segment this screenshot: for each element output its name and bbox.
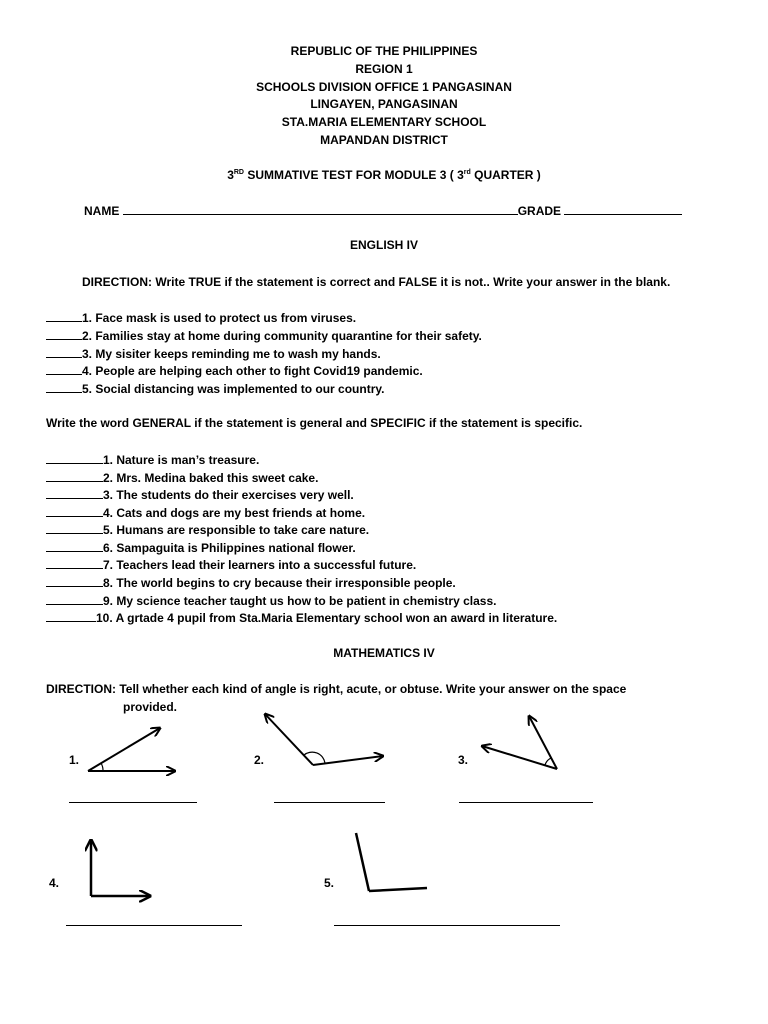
english-direction-2: Write the word GENERAL if the statement is general and SPECIFIC if the statement is specific. (46, 416, 583, 430)
header-district: MAPANDAN DISTRICT (320, 133, 448, 147)
name-label: NAME (84, 204, 120, 218)
list-item: 10. A grtade 4 pupil from Sta.Maria Elementary school won an award in literature. (46, 610, 557, 625)
angle-number-4: 4. (49, 876, 60, 890)
header-region: REGION 1 (355, 62, 413, 76)
list-item: 1. Nature is man’s treasure. (46, 452, 259, 467)
angle-number-2: 2. (254, 753, 265, 767)
list-item: 2. Families stay at home during community quarantine for their safety. (46, 328, 482, 343)
list-item: 3. My sisiter keeps reminding me to wash my hands. (46, 346, 381, 361)
list-item: 7. Teachers lead their learners into a successful future. (46, 557, 416, 572)
list-item: 5. Social distancing was implemented to our country. (46, 381, 385, 396)
list-item: 1. Face mask is used to protect us from viruses. (46, 310, 356, 325)
list-item: 8. The world begins to cry because their irresponsible people. (46, 575, 456, 590)
angle-figure-4 (91, 840, 150, 896)
angle-number-1: 1. (69, 753, 80, 767)
list-item: 2. Mrs. Medina baked this sweet cake. (46, 470, 318, 485)
list-item: 5. Humans are responsible to take care nature. (46, 522, 369, 537)
english-title: ENGLISH IV (349, 238, 418, 252)
english-direction-1: DIRECTION: Write TRUE if the statement is correct and FALSE it is not.. Write your answer in the blank. (82, 275, 671, 289)
math-title: MATHEMATICS IV (333, 646, 435, 660)
math-direction-line1: DIRECTION: Tell whether each kind of angle is right, acute, or obtuse. Write your answer on the space (46, 682, 627, 696)
grade-label: GRADE (517, 204, 562, 218)
header-location: LINGAYEN, PANGASINAN (310, 97, 458, 111)
math-direction-line2: provided. (123, 700, 178, 714)
angle-figure-1 (88, 728, 175, 771)
header-school: STA.MARIA ELEMENTARY SCHOOL (281, 115, 487, 129)
angle-figure-3 (482, 716, 557, 769)
header-division: SCHOOLS DIVISION OFFICE 1 PANGASINAN (256, 80, 512, 94)
angle-figure-2 (265, 714, 383, 765)
test-title: 3RD SUMMATIVE TEST FOR MODULE 3 ( 3rd QUARTER ) (227, 168, 541, 182)
list-item: 6. Sampaguita is Philippines national flower. (46, 540, 356, 555)
angle-number-3: 3. (458, 753, 469, 767)
header-republic: REPUBLIC OF THE PHILIPPINES (290, 44, 478, 58)
list-item: 3. The students do their exercises very well. (46, 487, 354, 502)
list-item: 9. My science teacher taught us how to be patient in chemistry class. (46, 593, 496, 608)
list-item: 4. People are helping each other to fight Covid19 pandemic. (46, 363, 423, 378)
list-item: 4. Cats and dogs are my best friends at home. (46, 505, 365, 520)
angle-number-5: 5. (324, 876, 335, 890)
angle-figure-5 (356, 833, 427, 891)
